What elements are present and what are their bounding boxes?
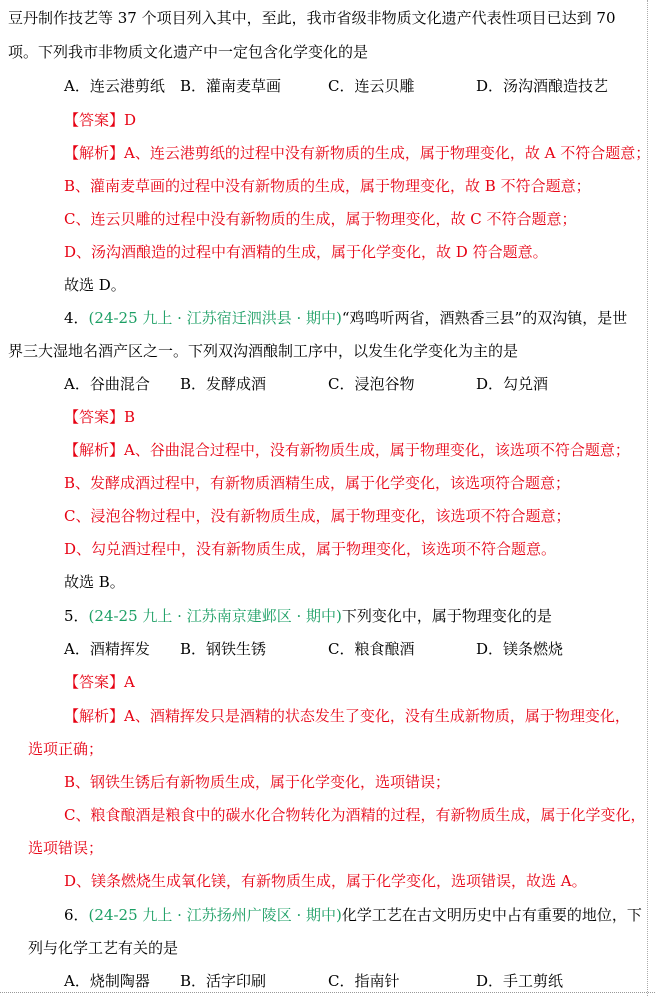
q3-analysis-line2: B、灌南麦草画的过程中没有新物质的生成，属于物理变化，故 B 不符合题意；: [64, 177, 591, 195]
q5-option-b: B．钢铁生锈: [180, 640, 267, 658]
q3-stem-line2: 项。下列我市非物质文化遗产中一定包含化学变化的是: [8, 43, 369, 61]
q6-option-b: B．活字印刷: [180, 972, 267, 990]
q5-analysis-line4: C、粮食酿酒是粮食中的碳水化合物转化为酒精的过程，有新物质生成，属于化学变化，: [64, 806, 646, 824]
q5-option-a: A．酒精挥发: [64, 640, 150, 658]
q6-option-a: A．烧制陶器: [64, 972, 150, 990]
q4-stem-line2: 界三大湿地名酒产区之一。下列双沟酒酿制工序中，以发生化学变化为主的是: [8, 342, 519, 360]
q6-option-d: D．手工剪纸: [476, 972, 564, 990]
q6-stem-line2: 列与化学工艺有关的是: [28, 939, 179, 957]
q4-analysis-line4: D、勾兑酒过程中，没有新物质生成，属于物理变化，该选项不符合题意。: [64, 540, 557, 558]
q4-analysis-line3: C、浸泡谷物过程中，没有新物质生成，属于物理变化，该选项不符合题意；: [64, 507, 571, 525]
q3-option-a: A．连云港剪纸: [64, 77, 165, 95]
q5-source: (24-25 九上 · 江苏南京建邺区 · 期中): [88, 607, 342, 625]
q4-answer: 【答案】B: [64, 408, 136, 426]
q3-option-d: D．汤沟酒酿造技艺: [476, 77, 609, 95]
q5-number: 5．: [64, 607, 89, 625]
q5-analysis-line1: 【解析】A、酒精挥发只是酒精的状态发生了变化，没有生成新物质，属于物理变化，: [64, 707, 630, 725]
q4-option-a: A．谷曲混合: [64, 375, 150, 393]
page-bottom-line: [0, 992, 655, 994]
q6-option-c: C．指南针: [328, 972, 400, 990]
q4-option-b: B．发酵成酒: [180, 375, 267, 393]
q5-analysis-line3: B、钢铁生锈后有新物质生成，属于化学变化，选项错误；: [64, 773, 451, 791]
q5-stem-line: [64, 606, 552, 626]
q4-option-d: D．勾兑酒: [476, 375, 549, 393]
q6-number: 6．: [64, 906, 89, 924]
q5-answer: 【答案】A: [64, 673, 135, 691]
q4-stem-line1: [64, 308, 627, 328]
q3-conclusion: 故选 D。: [64, 276, 126, 294]
q5-analysis-line5: 选项错误；: [28, 839, 104, 857]
q5-analysis-line2: 选项正确；: [28, 740, 104, 758]
q3-option-b: B．灌南麦草画: [180, 77, 282, 95]
q4-source: (24-25 九上 · 江苏宿迁泗洪县 · 期中): [88, 309, 342, 327]
q6-source: (24-25 九上 · 江苏扬州广陵区 · 期中): [88, 906, 342, 924]
q4-conclusion: 故选 B。: [64, 573, 125, 591]
q4-number: 4．: [64, 309, 89, 327]
q6-stem-line1: [64, 905, 642, 925]
q3-analysis-line4: D、汤沟酒酿造的过程中有酒精的生成，属于化学变化，故 D 符合题意。: [64, 243, 548, 261]
q6-stem-text: 化学工艺在古文明历史中占有重要的地位，下: [341, 906, 642, 924]
q3-answer: 【答案】D: [64, 111, 137, 129]
q3-analysis-line1: 【解析】A、连云港剪纸的过程中没有新物质的生成，属于物理变化，故 A 不符合题意；: [64, 144, 651, 162]
q5-analysis-line6: D、镁条燃烧生成氧化镁，有新物质生成，属于化学变化，选项错误，故选 A。: [64, 872, 587, 890]
q3-analysis-line3: C、连云贝雕的过程中没有新物质的生成，属于物理变化，故 C 不符合题意；: [64, 210, 577, 228]
q4-analysis-line2: B、发酵成酒过程中，有新物质酒精生成，属于化学变化，该选项符合题意；: [64, 474, 571, 492]
q5-option-d: D．镁条燃烧: [476, 640, 564, 658]
q5-stem-text: 下列变化中，属于物理变化的是: [341, 607, 552, 625]
q4-option-c: C．浸泡谷物: [328, 375, 415, 393]
q3-option-c: C．连云贝雕: [328, 77, 415, 95]
q5-option-c: C．粮食酿酒: [328, 640, 415, 658]
q4-stem-text: “鸡鸣听两省，酒熟香三县”的双沟镇，是世: [341, 309, 628, 327]
q4-analysis-line1: 【解析】A、谷曲混合过程中，没有新物质生成，属于物理变化，该选项不符合题意；: [64, 441, 630, 459]
q3-stem-line1: 豆丹制作技艺等 37 个项目列入其中，至此，我市省级非物质文化遗产代表性项目已达到 70: [8, 9, 616, 27]
